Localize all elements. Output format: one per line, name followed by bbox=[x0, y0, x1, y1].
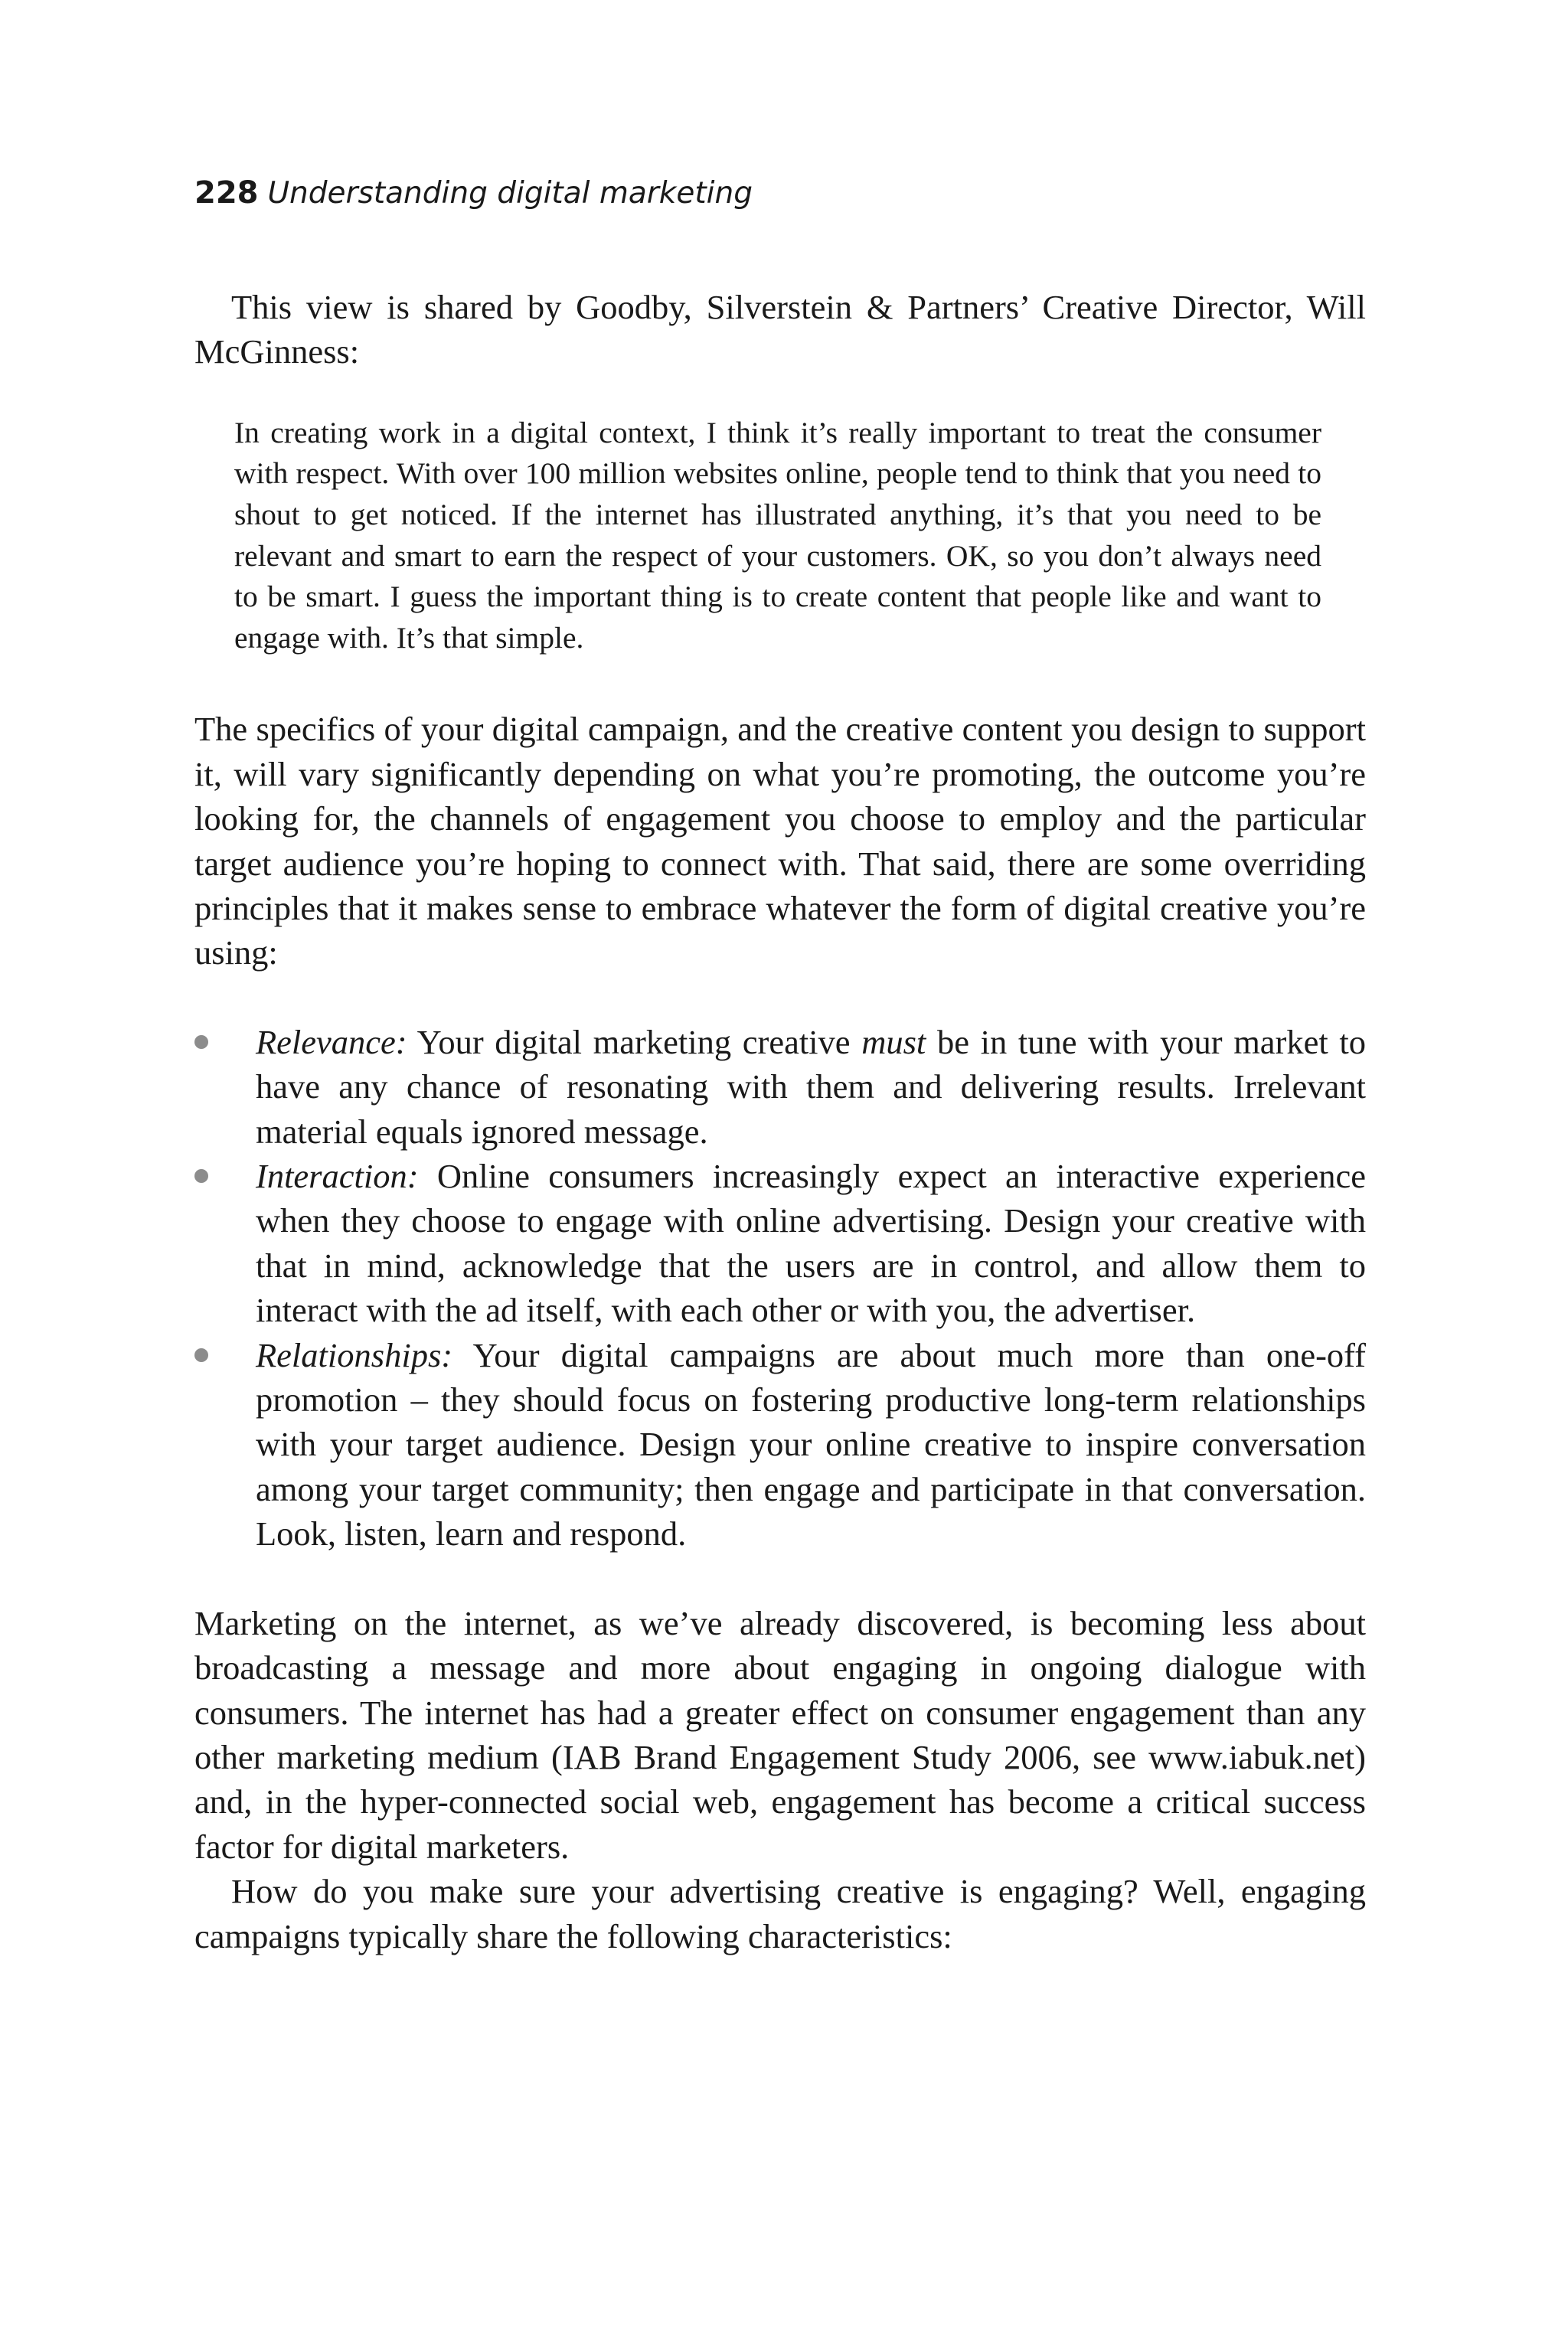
block-quote: In creating work in a digital context, I think it’s really important to treat the consumer with respect. With over 100 million websites online, people tend to think that you need to shout to get noticed. If the internet has illustrated anything, it’s that you need to be relevant and smart to earn the respect of your customers. OK, so you don’t always need to be smart. I guess the important thing is to create content that people like and want to engage with. It’s that simple. bbox=[234, 415, 1321, 655]
term-interaction: Interaction: bbox=[256, 1157, 419, 1196]
paragraph-specifics: The specifics of your digital campaign, and the creative content you design to support it, will vary significantly depending on what you’re promoting, the outcome you’re looking for, the channels of engagement you choose to employ and the particular target audience you’re hoping to connect with. That said, there are some overriding principles that it makes sense to embrace whatever the form of digital creative you’re using: bbox=[194, 710, 1366, 972]
relevance-emphasis: must bbox=[861, 1022, 926, 1061]
intro-paragraph: This view is shared by Goodby, Silverstein & Partners’ Creative Director, Will McGinness: bbox=[194, 288, 1366, 371]
term-relationships: Relationships: bbox=[256, 1335, 453, 1374]
paragraph-engaging-question: How do you make sure your advertising creative is engaging? Well, engaging campaigns typically share the following characteristics: bbox=[194, 1872, 1366, 1955]
principles-list bbox=[194, 1020, 1366, 1557]
running-title: Understanding digital marketing bbox=[267, 176, 753, 211]
relevance-text-after: be in tune with your market to have any chance of resonating with them and delivering results. Irrelevant material equals ignored message. bbox=[256, 1022, 1367, 1151]
bullet-icon bbox=[194, 1348, 208, 1362]
relevance-text-before: Your digital marketing creative bbox=[416, 1022, 851, 1061]
list-item-interaction bbox=[194, 1154, 1366, 1333]
running-head bbox=[194, 170, 1366, 216]
bullet-icon bbox=[194, 1035, 208, 1049]
bullet-icon bbox=[194, 1169, 208, 1183]
page-number: 228 bbox=[194, 175, 259, 211]
interaction-text: Online consumers increasingly expect an interactive experience when they choose to engage with online advertising. Design your creative with that in mind, acknowledge that the users are in control, and allow them to interact with the ad itself, with each other or with you, the advertiser. bbox=[256, 1157, 1366, 1330]
book-page bbox=[194, 170, 1366, 1958]
paragraph-marketing-internet: Marketing on the internet, as we’ve already discovered, is becoming less about broadcasting a message and more about engaging in ongoing dialogue with consumers. The internet has had a greater effect on consumer engagement than any other marketing medium (IAB Brand Engagement Study 2006, see www.iabuk.net) and, in the hyper-connected social web, engagement has become a critical success factor for digital marketers. bbox=[194, 1603, 1366, 1866]
term-relevance: Relevance: bbox=[256, 1022, 407, 1061]
list-item-relevance bbox=[194, 1020, 1366, 1154]
list-item-relationships bbox=[194, 1333, 1366, 1557]
relationships-text: Your digital campaigns are about much more than one-off promotion – they should focus on fostering productive long-term relationships with your target audience. Design your online creative to inspire conversation among your target community; then engage and participate in that conversation. Look, listen, learn and respond. bbox=[256, 1335, 1366, 1553]
